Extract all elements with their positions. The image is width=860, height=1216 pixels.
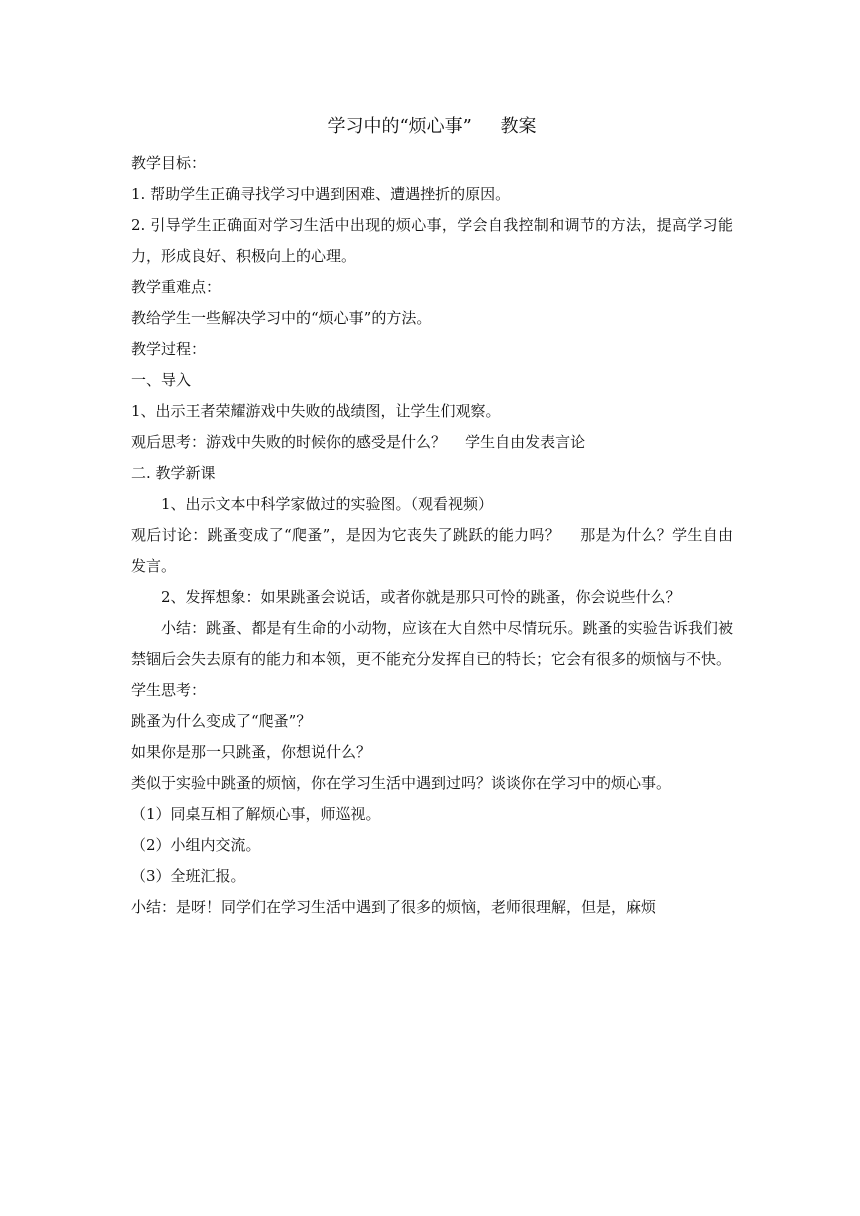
activity-item-3: （3）全班汇报。 [131,867,246,885]
process-step-intro-heading: 一、导入 [131,371,192,389]
section-heading-process: 教学过程： [131,340,207,358]
student-question-3: 类似于实验中跳蚤的烦恼，你在学习生活中遇到过吗？谈谈你在学习中的烦心事。 [131,774,672,792]
summary-paragraph-1: 小结：跳蚤、都是有生命的小动物，应该在大自然中尽情玩乐。跳蚤的实验告诉我们被禁锢后会失去原有的能力和本领，更不能充分发挥自已的特长；它会有很多的烦恼与不快。 [131,619,733,668]
new-lesson-item-1: 1、出示文本中科学家做过的实验图。（观看视频） [161,495,494,513]
student-question-1: 跳蚤为什么变成了“爬蚤”？ [131,712,312,730]
activity-item-2: （2）小组内交流。 [131,836,261,854]
section-heading-objectives: 教学目标： [131,154,207,172]
intro-reflection: 观后思考：游戏中失败的时候你的感受是什么？ 学生自由发表言论 [131,433,586,451]
new-lesson-discussion: 观后讨论：跳蚤变成了“爬蚤”，是因为它丧失了跳跃的能力吗？ 那是为什么？学生自由发言。 [131,526,733,575]
intro-item-1: 1、出示王者荣耀游戏中失败的战绩图，让学生们观察。 [131,402,501,420]
document-body [131,112,733,923]
objective-item-1: 1. 帮助学生正确寻找学习中遇到困难、遭遇挫折的原因。 [131,185,511,203]
objective-item-2: 2. 引导学生正确面对学习生活中出现的烦心事，学会自我控制和调节的方法，提高学习能力，形成良好、积极向上的心理。 [131,216,733,265]
student-question-2: 如果你是那一只跳蚤，你想说什么？ [131,743,372,761]
student-thinking-heading: 学生思考： [131,681,207,699]
section-heading-key-points: 教学重难点： [131,278,222,296]
document-title: 学习中的“烦心事” 教案 [327,116,537,137]
process-step-new-lesson-heading: 二. 教学新课 [131,464,216,482]
summary-paragraph-2: 小结：是呀！同学们在学习生活中遇到了很多的烦恼，老师很理解，但是，麻烦 [131,898,657,916]
activity-item-1: （1）同桌互相了解烦心事，师巡视。 [131,805,381,823]
new-lesson-item-2: 2、发挥想象：如果跳蚤会说话，或者你就是那只可怜的跳蚤，你会说些什么？ [161,588,681,606]
key-points-text: 教给学生一些解决学习中的“烦心事”的方法。 [131,309,432,327]
